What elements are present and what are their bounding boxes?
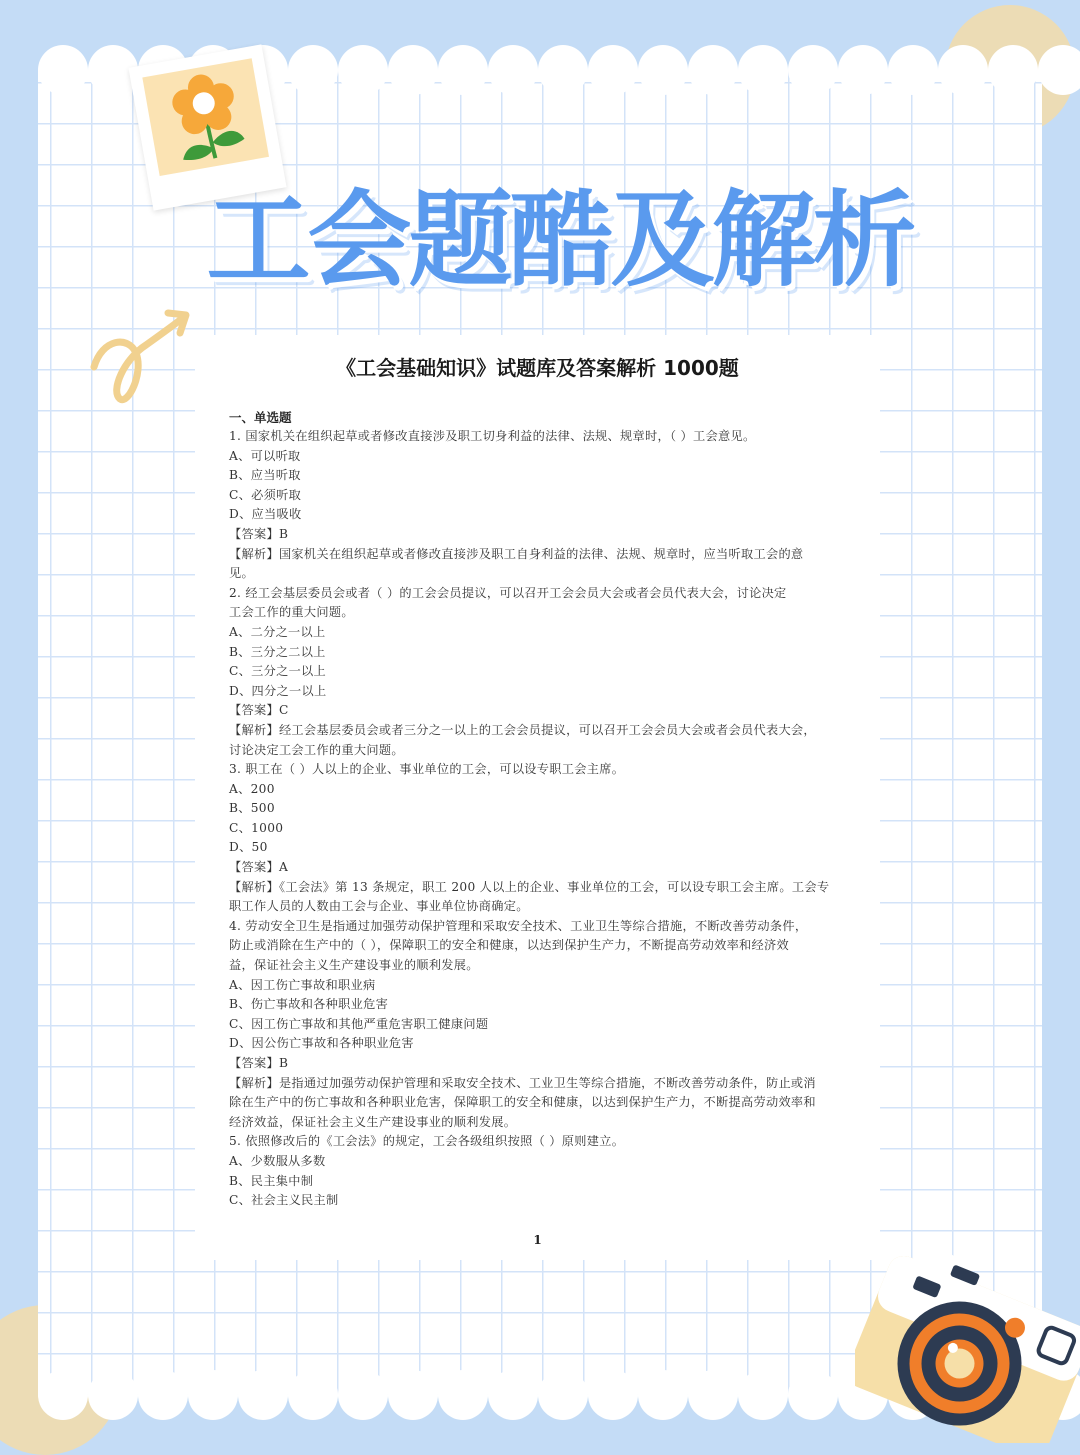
scallop-edge — [638, 1370, 688, 1420]
document-line: B、三分之二以上 — [229, 644, 326, 659]
page-number: 1 — [533, 1233, 542, 1247]
document-line: A、因工伤亡事故和职业病 — [229, 977, 376, 992]
scallop-edge — [538, 1370, 588, 1420]
document-line: 【答案】C — [229, 703, 289, 718]
scallop-edge — [338, 45, 388, 95]
scallop-edge — [738, 45, 788, 95]
scallop-edge — [988, 45, 1038, 95]
document-page — [195, 335, 880, 1260]
scallop-edge — [38, 1370, 88, 1420]
scallop-edge — [138, 1370, 188, 1420]
document-line: C、因工伤亡事故和其他严重危害职工健康问题 — [229, 1016, 489, 1031]
scallop-edge — [288, 1370, 338, 1420]
document-line: 讨论决定工会工作的重大问题。 — [229, 742, 404, 757]
document-line: 【解析】是指通过加强劳动保护管理和采取安全技术、工业卫生等综合措施，不断改善劳动条件，防止或消 — [229, 1075, 816, 1090]
scallop-edge — [588, 45, 638, 95]
document-line: D、四分之一以上 — [229, 683, 327, 698]
camera-icon — [855, 1245, 1080, 1443]
scallop-edge — [238, 1370, 288, 1420]
document-line: 除在生产中的伤亡事故和各种职业危害，保障职工的安全和健康，以达到保护生产力，不断提高劳动效率和 — [229, 1095, 816, 1110]
document-line: 【答案】A — [229, 860, 289, 875]
document-line: 工会工作的重大问题。 — [229, 605, 354, 620]
document-line: B、伤亡事故和各种职业危害 — [229, 997, 389, 1012]
document-line: C、1000 — [229, 820, 284, 835]
document-line: 职工作人员的人数由工会与企业、事业单位协商确定。 — [229, 899, 529, 914]
scallop-edge — [338, 1370, 388, 1420]
document-line: A、少数服从多数 — [229, 1153, 326, 1168]
document-line: 【解析】国家机关在组织起草或者修改直接涉及职工自身利益的法律、法规、规章时，应当听取工会的意 — [229, 546, 804, 561]
curly-arrow-icon — [88, 305, 198, 410]
document-title: 《工会基础知识》试题库及答案解析 1000题 — [336, 356, 739, 380]
document-line: B、应当听取 — [229, 468, 301, 483]
section-heading: 一、单选题 — [229, 410, 292, 425]
scallop-edge — [838, 45, 888, 95]
document-line: C、必须听取 — [229, 487, 302, 502]
scallop-edge — [938, 45, 988, 95]
document-line: B、500 — [229, 801, 275, 816]
document-line: 4. 劳动安全卫生是指通过加强劳动保护管理和采取安全技术、工业卫生等综合措施，不断改善劳动条件， — [229, 918, 808, 933]
document-line: 2. 经工会基层委员会或者（ ）的工会会员提议，可以召开工会会员大会或者会员代表大会，讨论决定 — [229, 585, 787, 600]
document-line: B、民主集中制 — [229, 1173, 314, 1188]
scallop-edge — [688, 45, 738, 95]
page-title: 工会题酷及解析 — [206, 179, 914, 301]
document-line: C、三分之一以上 — [229, 664, 327, 679]
document-line: C、社会主义民主制 — [229, 1193, 339, 1208]
scallop-edge — [388, 1370, 438, 1420]
scallop-edge — [888, 45, 938, 95]
scallop-edge — [488, 45, 538, 95]
scallop-edge — [438, 1370, 488, 1420]
scallop-edge — [438, 45, 488, 95]
document-line: A、二分之一以上 — [229, 624, 326, 639]
question-list — [229, 427, 859, 1211]
document-line: D、应当吸收 — [229, 507, 302, 522]
document-line: 经济效益，保证社会主义生产建设事业的顺利发展。 — [229, 1114, 517, 1129]
document-line: 1. 国家机关在组织起草或者修改直接涉及职工切身利益的法律、法规、规章时，（ ）工会意见。 — [229, 429, 756, 443]
document-line: D、50 — [229, 840, 268, 855]
document-line: 5. 依照修改后的《工会法》的规定，工会各级组织按照（ ）原则建立。 — [229, 1134, 625, 1149]
scallop-edge — [488, 1370, 538, 1420]
scallop-edge — [1038, 45, 1080, 95]
document-line: 防止或消除在生产中的（ ），保障职工的安全和健康，以达到保护生产力，不断提高劳动效率和经济效 — [229, 938, 790, 953]
document-line: A、可以听取 — [229, 448, 301, 463]
scallop-edge — [638, 45, 688, 95]
scallop-edge — [738, 1370, 788, 1420]
scallop-edge — [288, 45, 338, 95]
document-line: 3. 职工在（ ）人以上的企业、事业单位的工会，可以设专职工会主席。 — [229, 762, 625, 777]
document-line: 益，保证社会主义生产建设事业的顺利发展。 — [229, 958, 479, 973]
scallop-edge — [788, 45, 838, 95]
document-line: 【解析】经工会基层委员会或者三分之一以上的工会会员提议，可以召开工会会员大会或者会员代表大会， — [229, 722, 816, 737]
document-line: 【答案】B — [229, 1056, 289, 1070]
scallop-edge — [188, 1370, 238, 1420]
scallop-edge — [788, 1370, 838, 1420]
document-line: 【解析】《工会法》第 13 条规定，职工 200 人以上的企业、事业单位的工会，可以设专职工会主席。工会专 — [229, 879, 830, 894]
document-line: A、200 — [229, 781, 275, 796]
document-line: 【答案】B — [229, 526, 289, 541]
scallop-edge — [688, 1370, 738, 1420]
scallop-edge — [588, 1370, 638, 1420]
document-line: D、因公伤亡事故和各种职业危害 — [229, 1036, 414, 1051]
document-line: 见。 — [229, 566, 254, 581]
scallop-edge — [538, 45, 588, 95]
scallop-edge — [88, 1370, 138, 1420]
scallop-edge — [388, 45, 438, 95]
scallop-edge — [38, 45, 88, 95]
